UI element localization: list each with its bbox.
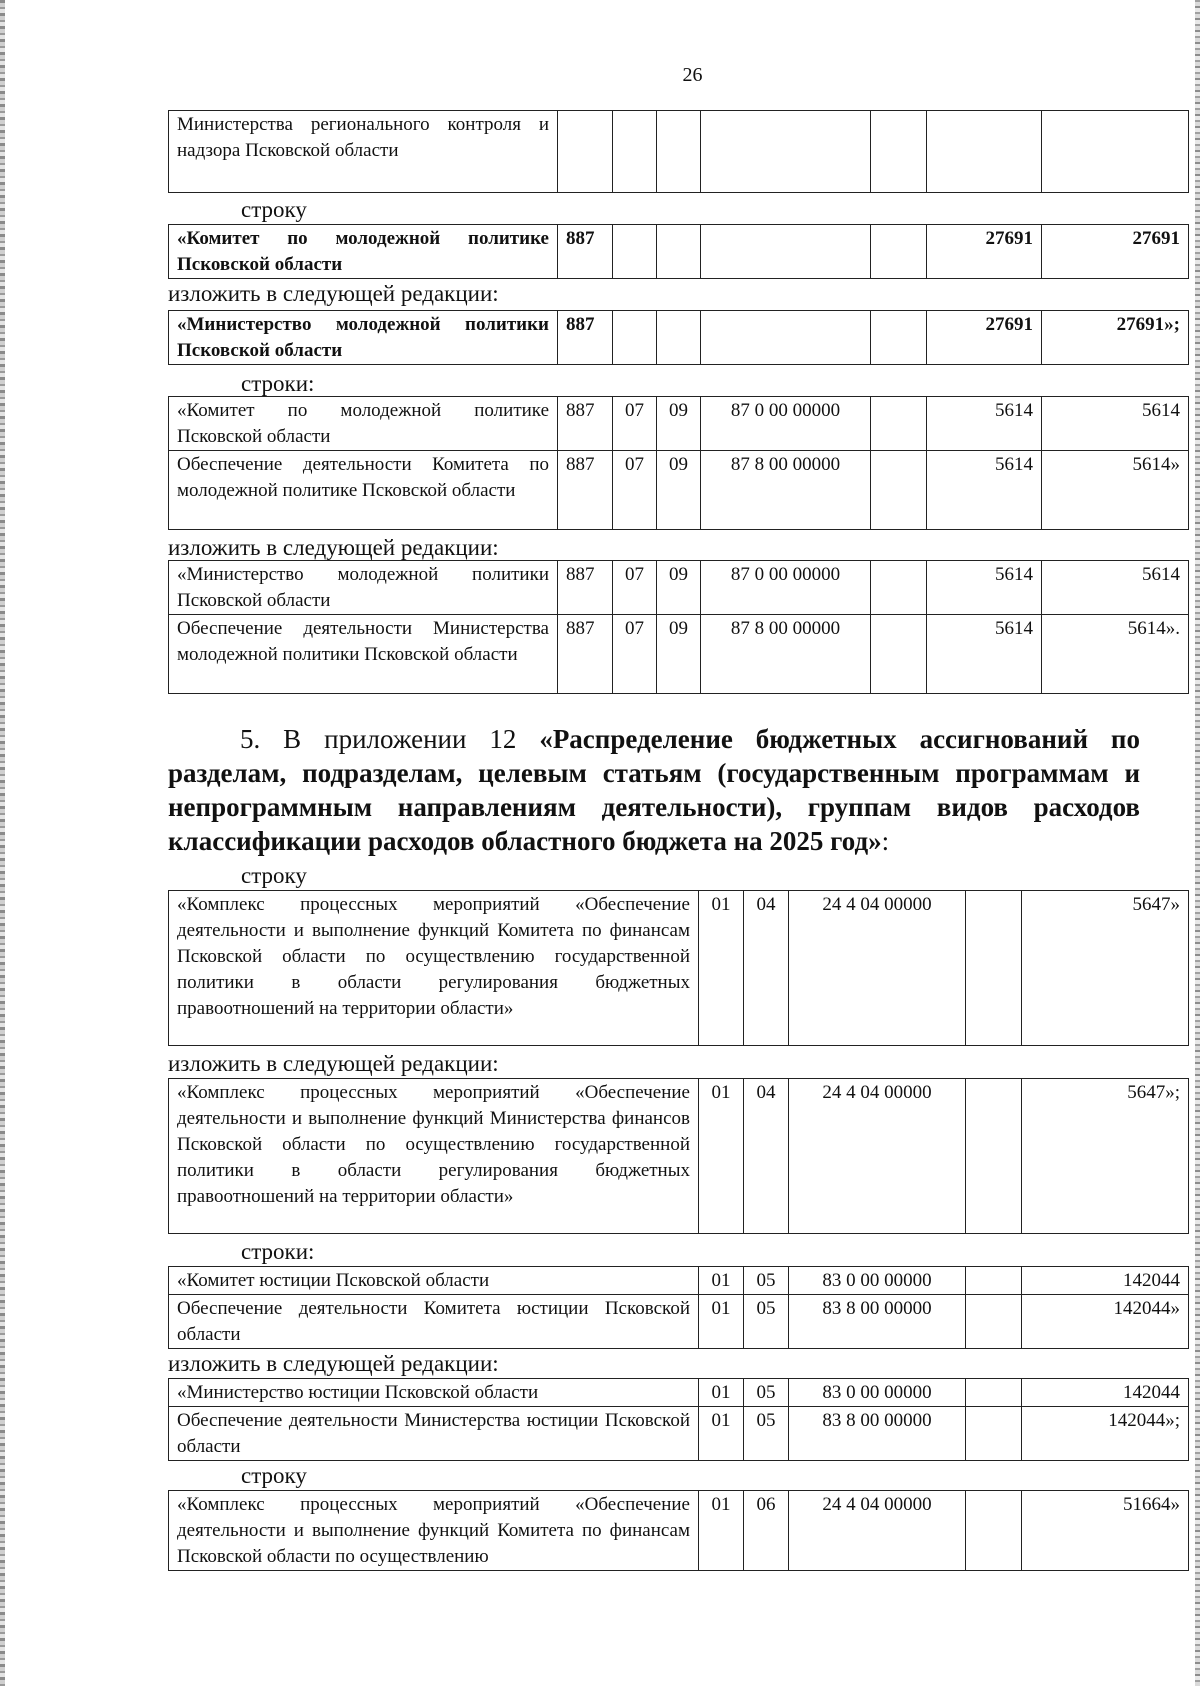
code-section: 01 xyxy=(699,1267,744,1295)
code-target: 83 0 00 00000 xyxy=(789,1379,966,1407)
table-row xyxy=(169,615,1189,694)
code-subsection: 05 xyxy=(744,1407,789,1461)
table-row xyxy=(169,1267,1189,1295)
table-row xyxy=(169,311,1189,365)
table-finance-new xyxy=(168,1078,1189,1234)
code-section: 01 xyxy=(699,1379,744,1407)
value: 142044 xyxy=(1022,1267,1189,1295)
code-section: 01 xyxy=(699,1295,744,1349)
label-stroki-2: строки: xyxy=(241,1239,315,1264)
table-row xyxy=(169,891,1189,1046)
table-row xyxy=(169,1079,1189,1234)
code-ministry: 887 xyxy=(558,561,613,615)
table-row xyxy=(169,397,1189,451)
row-name: «Министерство молодежной политики Псковской области xyxy=(169,561,558,615)
value-1: 27691 xyxy=(927,225,1042,279)
row-name: Обеспечение деятельности Комитета по молодежной политике Псковской области xyxy=(169,451,558,530)
table-youth-rows-new xyxy=(168,560,1189,694)
code-section: 01 xyxy=(699,1491,744,1571)
table-row xyxy=(169,1295,1189,1349)
value: 142044»; xyxy=(1022,1407,1189,1461)
row-name: Министерства регионального контроля и надзора Псковской области xyxy=(169,111,558,193)
table-region-control xyxy=(168,110,1189,193)
code-target: 24 4 04 00000 xyxy=(789,1079,966,1234)
code-ministry: 887 xyxy=(558,311,613,365)
code-subsection: 09 xyxy=(657,561,701,615)
code-target: 87 0 00 00000 xyxy=(701,561,871,615)
value-1: 5614 xyxy=(927,451,1042,530)
table-youth-old xyxy=(168,224,1189,279)
value: 5647»; xyxy=(1022,1079,1189,1234)
code-target: 83 0 00 00000 xyxy=(789,1267,966,1295)
code-subsection: 04 xyxy=(744,891,789,1046)
code-target: 24 4 04 00000 xyxy=(789,891,966,1046)
code-section: 07 xyxy=(613,397,657,451)
value-2: 27691 xyxy=(1042,225,1189,279)
value-1: 5614 xyxy=(927,397,1042,451)
value: 142044 xyxy=(1022,1379,1189,1407)
code-section: 07 xyxy=(613,561,657,615)
table-row xyxy=(169,111,1189,193)
value-2: 5614». xyxy=(1042,615,1189,694)
code-target: 83 8 00 00000 xyxy=(789,1407,966,1461)
code-subsection: 06 xyxy=(744,1491,789,1571)
row-name: «Комитет по молодежной политике Псковской области xyxy=(169,225,558,279)
label-izlozhit: изложить в следующей редакции: xyxy=(168,281,499,306)
value-2: 5614» xyxy=(1042,451,1189,530)
label-izlozhit-2: изложить в следующей редакции: xyxy=(168,535,499,560)
code-section: 01 xyxy=(699,1407,744,1461)
label-stroki: строки: xyxy=(241,371,315,396)
value: 51664» xyxy=(1022,1491,1189,1571)
table-row xyxy=(169,1379,1189,1407)
code-ministry: 887 xyxy=(558,615,613,694)
code-subsection: 09 xyxy=(657,451,701,530)
code-ministry: 887 xyxy=(558,451,613,530)
label-izlozhit-3: изложить в следующей редакции: xyxy=(168,1051,499,1076)
label-stroku-2: строку xyxy=(241,863,307,888)
table-finance-old xyxy=(168,890,1189,1046)
code-subsection: 09 xyxy=(657,397,701,451)
scan-edge-right xyxy=(1195,0,1200,1686)
code-target: 24 4 04 00000 xyxy=(789,1491,966,1571)
table-row xyxy=(169,225,1189,279)
code-target: 87 8 00 00000 xyxy=(701,615,871,694)
row-name: «Министерство юстиции Псковской области xyxy=(169,1379,699,1407)
value-1: 27691 xyxy=(927,311,1042,365)
table-youth-new xyxy=(168,310,1189,365)
label-stroku-3: строку xyxy=(241,1463,307,1488)
paragraph-prefix: 5. В приложении 12 xyxy=(240,724,540,754)
table-row xyxy=(169,1491,1189,1571)
page-number: 26 xyxy=(682,64,703,86)
code-ministry: 887 xyxy=(558,397,613,451)
code-subsection: 04 xyxy=(744,1079,789,1234)
value-1: 5614 xyxy=(927,615,1042,694)
value-2: 5614 xyxy=(1042,397,1189,451)
value-2: 27691»; xyxy=(1042,311,1189,365)
table-justice-old xyxy=(168,1266,1189,1349)
code-subsection: 09 xyxy=(657,615,701,694)
code-target: 83 8 00 00000 xyxy=(789,1295,966,1349)
code-target: 87 8 00 00000 xyxy=(701,451,871,530)
table-finance-continued xyxy=(168,1490,1189,1571)
scan-edge-left xyxy=(0,0,5,1686)
code-subsection: 05 xyxy=(744,1267,789,1295)
row-name: Обеспечение деятельности Комитета юстиции Псковской области xyxy=(169,1295,699,1349)
label-stroku: строку xyxy=(241,197,307,222)
row-name: «Комитет по молодежной политике Псковской области xyxy=(169,397,558,451)
value-1: 5614 xyxy=(927,561,1042,615)
paragraph-suffix: : xyxy=(881,826,890,856)
row-name: «Комитет юстиции Псковской области xyxy=(169,1267,699,1295)
code-ministry: 887 xyxy=(558,225,613,279)
table-justice-new xyxy=(168,1378,1189,1461)
row-name: «Комплекс процессных мероприятий «Обеспечение деятельности и выполнение функций Комитета по финансам Псковской области по осуществлению государственной политики в области регулирования бюджетных правоотношений на территории области» xyxy=(169,891,699,1046)
paragraph-bold-title: «Распределение бюджетных ассигнований по разделам, подразделам, целевым статьям (государственным программам и непрограммным направлениям деятельности), группам видов расходов классификации расходов областного бюджета на 2025 год» xyxy=(168,724,1140,856)
row-name: «Комплекс процессных мероприятий «Обеспечение деятельности и выполнение функций Министерства финансов Псковской области по осуществлению государственной политики в области регулирования бюджетных правоотношений на территории области» xyxy=(169,1079,699,1234)
table-row xyxy=(169,1407,1189,1461)
code-section: 01 xyxy=(699,891,744,1046)
code-section: 01 xyxy=(699,1079,744,1234)
table-youth-rows-old xyxy=(168,396,1189,530)
table-row xyxy=(169,451,1189,530)
code-section: 07 xyxy=(613,615,657,694)
row-name: Обеспечение деятельности Министерства юстиции Псковской области xyxy=(169,1407,699,1461)
code-target: 87 0 00 00000 xyxy=(701,397,871,451)
label-izlozhit-4: изложить в следующей редакции: xyxy=(168,1351,499,1376)
table-row xyxy=(169,561,1189,615)
value: 5647» xyxy=(1022,891,1189,1046)
paragraph-5 xyxy=(168,722,1140,858)
code-subsection: 05 xyxy=(744,1379,789,1407)
value: 142044» xyxy=(1022,1295,1189,1349)
code-subsection: 05 xyxy=(744,1295,789,1349)
value-2: 5614 xyxy=(1042,561,1189,615)
row-name: «Министерство молодежной политики Псковской области xyxy=(169,311,558,365)
row-name: Обеспечение деятельности Министерства молодежной политики Псковской области xyxy=(169,615,558,694)
code-section: 07 xyxy=(613,451,657,530)
row-name: «Комплекс процессных мероприятий «Обеспечение деятельности и выполнение функций Комитета по финансам Псковской области по осуществлению xyxy=(169,1491,699,1571)
